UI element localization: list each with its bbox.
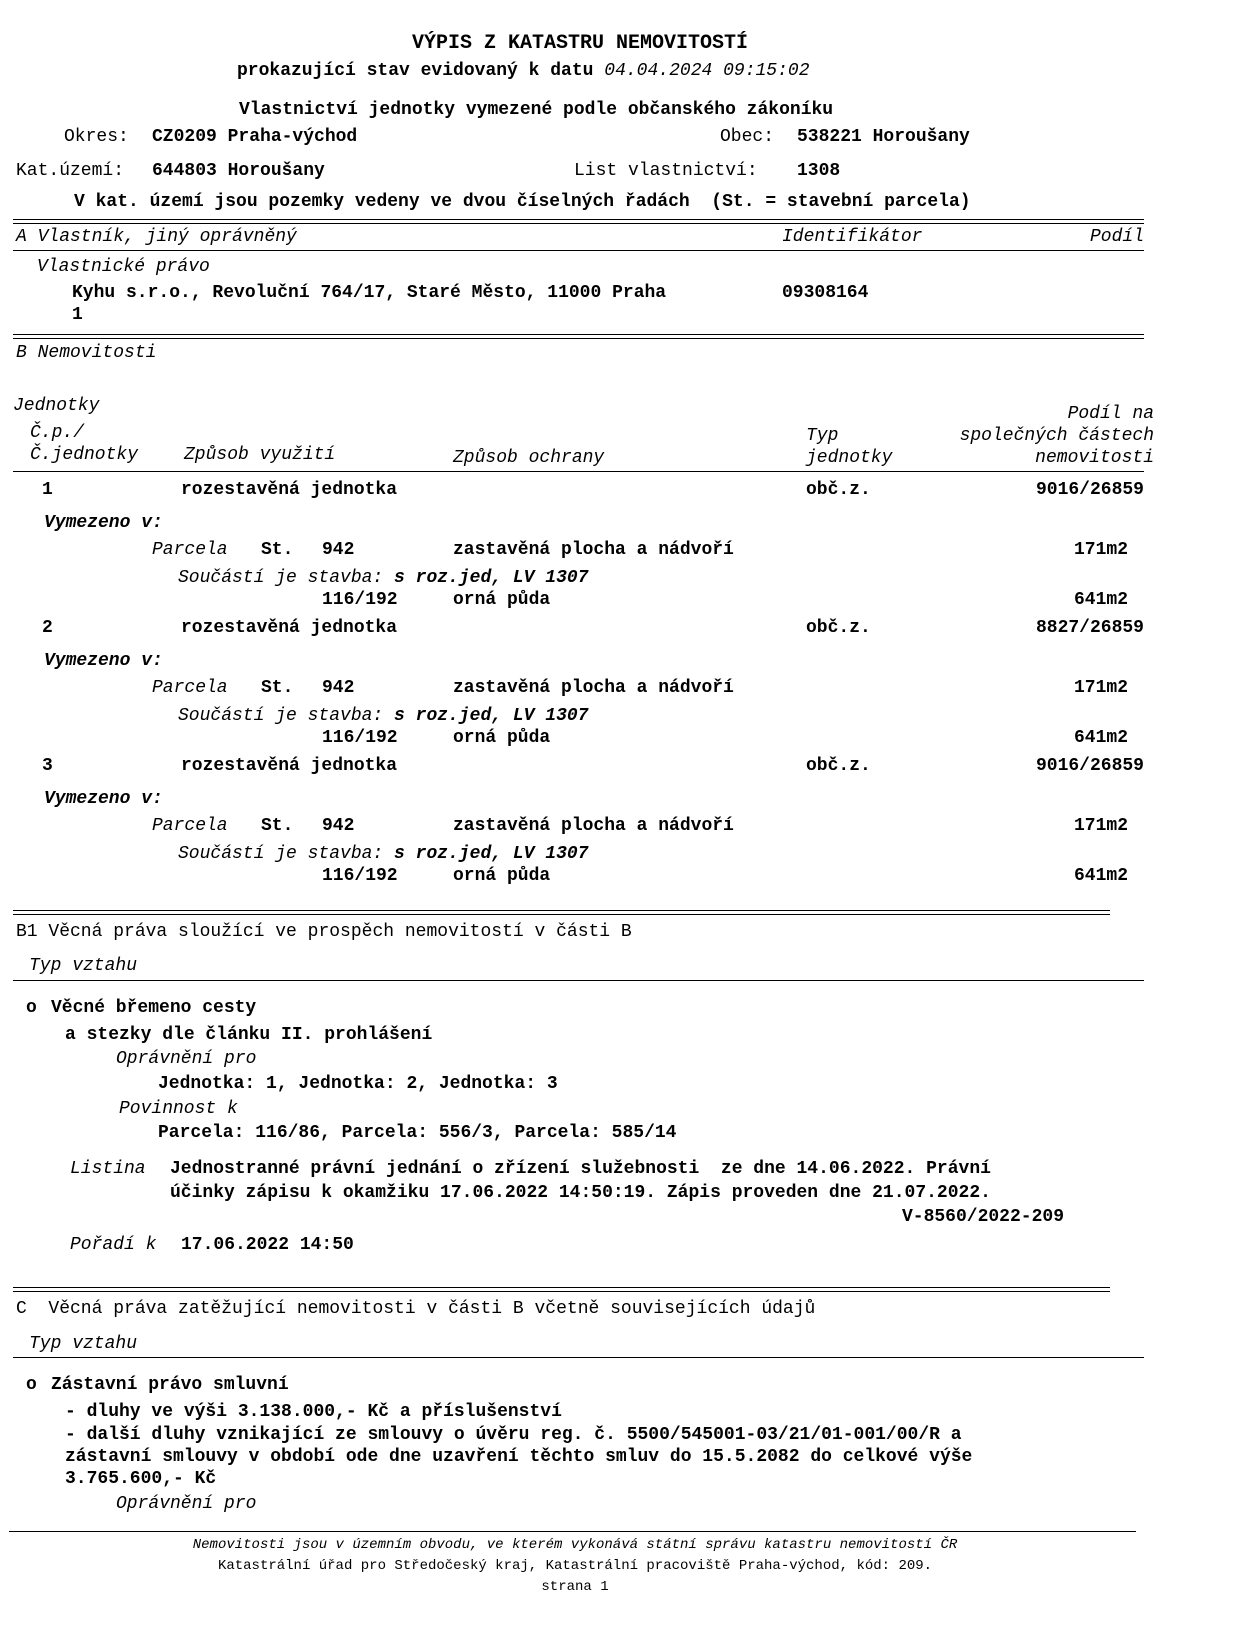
ownership-type: Vlastnictví jednotky vymezené podle občanského zákoníku [239,100,834,120]
parcel2-use: orná půda [453,866,551,886]
unit-type: obč.z. [806,480,871,500]
building-label: Součástí je stavba: [178,706,384,726]
kat-label: Kat.území: [16,161,125,181]
defined-label: Vymezeno v: [44,513,163,533]
order-value: 17.06.2022 14:50 [181,1235,354,1255]
parcel-series-note: V kat. území jsou pozemky vedeny ve dvou číselných řadách (St. = stavební parcela) [74,192,971,212]
unit-use: rozestavěná jednotka [181,618,398,638]
deed-line-1: Jednostranné právní jednání o zřízení služebnosti ze dne 14.06.2022. Právní [170,1159,991,1179]
col-identifier: Identifikátor [782,227,923,247]
building-value: s roz.jed, LV 1307 [394,706,589,726]
bullet: o [26,1375,37,1395]
building-line [178,569,588,587]
parcel-area: 171m2 [1073,540,1128,560]
unit-number: 3 [42,756,53,776]
unit-type: obč.z. [806,756,871,776]
parcel2-area: 641m2 [1073,866,1128,886]
section-b1-heading: B1 Věcná práva sloužící ve prospěch nemovitostí v části B [16,922,632,942]
section-c-divider [13,1287,1110,1292]
col-use: Způsob využití [184,445,336,465]
easement-title-cont: a stezky dle článku II. prohlášení [65,1025,433,1045]
document-title: VÝPIS Z KATASTRU NEMOVITOSTÍ [411,32,749,55]
building-label: Součástí je stavba: [178,568,384,588]
parcel-area: 171m2 [1073,678,1128,698]
col-cp-2: Č.jednotky [30,445,139,465]
parcel-st: St. [261,540,294,560]
unit-use: rozestavěná jednotka [181,480,398,500]
section-b1-header-rule [13,980,1144,981]
parcel-st: St. [261,816,294,836]
obec-value: 538221 Horoušany [797,127,970,147]
deed-line-2: účinky zápisu k okamžiku 17.06.2022 14:50:19. Zápis proveden dne 21.07.2022. [170,1183,991,1203]
section-a-divider [13,219,1144,224]
building-line [178,845,588,863]
building-value: s roz.jed, LV 1307 [394,568,589,588]
lien-line-2: - další dluhy vznikající ze smlouvy o úvěru reg. č. 5500/545001-03/21/01-001/00/R a [65,1425,962,1445]
obligation-label: Povinnost k [119,1099,238,1119]
section-b1-divider [13,910,1110,915]
parcel2-number: 116/192 [322,728,398,748]
section-a-header-rule [13,250,1144,251]
col-share-1: Podíl na [1067,404,1154,424]
bullet: o [26,998,37,1018]
footer-line-1: Nemovitosti jsou v územním obvodu, ve kterém vykonává státní správu katastru nemovitostí ČR [192,1537,958,1553]
easement-title: Věcné břemeno cesty [51,998,257,1018]
building-label: Součástí je stavba: [178,844,384,864]
okres-value: CZ0209 Praha-východ [152,127,358,147]
section-c-heading: C Věcná práva zatěžující nemovitosti v části B včetně souvisejících údajů [16,1299,816,1319]
parcel2-area: 641m2 [1073,728,1128,748]
section-b-header-rule [13,471,1144,472]
okres-label: Okres: [64,127,129,147]
section-c-header-rule [13,1357,1144,1358]
parcel2-number: 116/192 [322,866,398,886]
unit-share: 9016/26859 [1035,480,1144,500]
lv-label: List vlastnictví: [574,161,758,181]
building-line [178,707,588,725]
section-a-heading-text: A Vlastník, jiný oprávněný [16,227,297,247]
unit-share: 9016/26859 [1035,756,1144,776]
section-b-heading-text: B Nemovitosti [16,343,157,363]
subtitle-label: prokazující stav evidovaný k datu [237,61,594,81]
parcel-label: Parcela [152,678,228,698]
col-cp-1: Č.p./ [30,423,85,443]
unit-use: rozestavěná jednotka [181,756,398,776]
parcel-use: zastavěná plocha a nádvoří [453,678,734,698]
owner-name-cont: 1 [72,305,83,325]
col-protection: Způsob ochrany [453,448,605,468]
unit-number: 2 [42,618,53,638]
col-share: Podíl [1089,227,1144,247]
lien-line-1: - dluhy ve výši 3.138.000,- Kč a příslušenství [65,1402,562,1422]
footer-line-2: Katastrální úřad pro Středočeský kraj, Katastrální pracoviště Praha-východ, kód: 209. [217,1558,933,1574]
page-number: strana 1 [541,1579,609,1595]
parcel-label: Parcela [152,540,228,560]
units-label: Jednotky [13,396,100,416]
col-type-1: Typ [806,426,839,446]
subtitle [237,62,810,80]
lien-title: Zástavní právo smluvní [51,1375,289,1395]
parcel2-area: 641m2 [1073,590,1128,610]
kat-value: 644803 Horoušany [152,161,325,181]
owner-name: Kyhu s.r.o., Revoluční 764/17, Staré Město, 11000 Praha [72,283,667,303]
lien-line-4: 3.765.600,- Kč [65,1469,217,1489]
footer-rule [9,1531,1136,1532]
parcel-use: zastavěná plocha a nádvoří [453,540,734,560]
parcel2-number: 116/192 [322,590,398,610]
owner-identifier: 09308164 [782,283,869,303]
parcel-st: St. [261,678,294,698]
parcel2-use: orná půda [453,728,551,748]
parcel-use: zastavěná plocha a nádvoří [453,816,734,836]
lien-entitled-label: Oprávnění pro [116,1494,257,1514]
parcel-number: 942 [322,540,355,560]
unit-number: 1 [42,480,53,500]
unit-type: obč.z. [806,618,871,638]
col-type-2: jednotky [806,448,893,468]
lv-value: 1308 [797,161,841,181]
right-type: Vlastnické právo [37,257,210,277]
defined-label: Vymezeno v: [44,651,163,671]
obec-label: Obec: [720,127,775,147]
section-b1-col-type: Typ vztahu [29,956,138,976]
deed-label: Listina [70,1159,146,1179]
unit-share: 8827/26859 [1035,618,1144,638]
deed-reference: V-8560/2022-209 [901,1207,1064,1227]
lien-line-3: zástavní smlouvy v období ode dne uzavření těchto smluv do 15.5.2082 do celkové výše [65,1447,973,1467]
defined-label: Vymezeno v: [44,789,163,809]
order-label: Pořadí k [70,1235,157,1255]
parcel2-use: orná půda [453,590,551,610]
parcel-number: 942 [322,678,355,698]
parcel-area: 171m2 [1073,816,1128,836]
subtitle-date: 04.04.2024 09:15:02 [604,61,810,81]
parcel-label: Parcela [152,816,228,836]
parcel-number: 942 [322,816,355,836]
col-share-2: společných částech [959,426,1154,446]
col-share-3: nemovitosti [1035,448,1154,468]
obligation-value: Parcela: 116/86, Parcela: 556/3, Parcela: 585/14 [158,1123,677,1143]
entitled-value: Jednotka: 1, Jednotka: 2, Jednotka: 3 [158,1074,558,1094]
section-b-heading [16,344,156,362]
section-a-heading [16,228,297,246]
building-value: s roz.jed, LV 1307 [394,844,589,864]
section-c-col-type: Typ vztahu [29,1334,138,1354]
entitled-label: Oprávnění pro [116,1049,257,1069]
section-b-divider [13,334,1144,339]
